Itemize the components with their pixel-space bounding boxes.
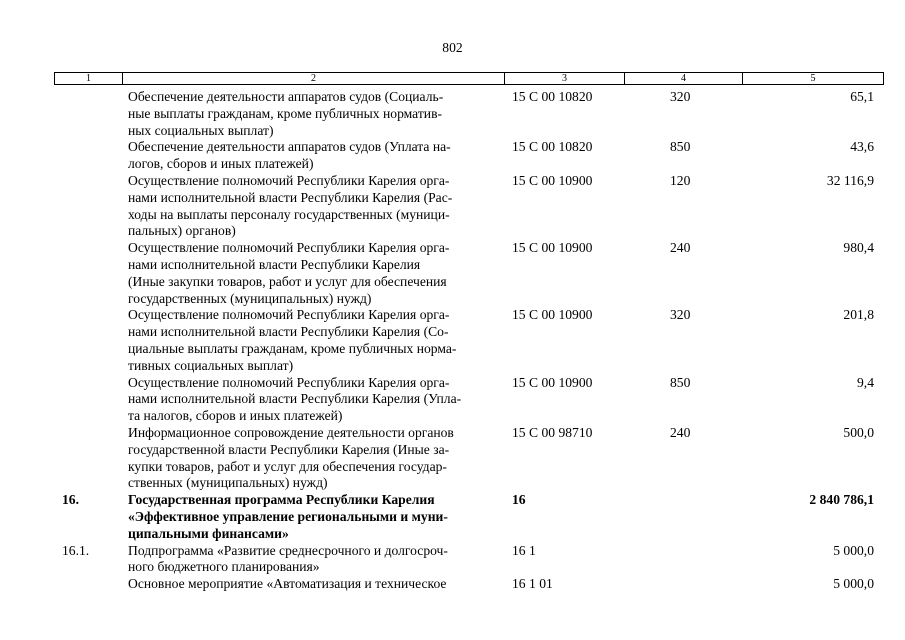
header-col-2: 2 bbox=[123, 73, 505, 84]
row-amount: 43,6 bbox=[850, 139, 874, 155]
row-description: Осуществление полномочий Республики Карелия орга- нами исполнительной власти Республики Карелия (Упла- та налогов, сборов и иных платежей) bbox=[128, 374, 462, 424]
row-type: 320 bbox=[670, 307, 691, 323]
row-number bbox=[54, 139, 128, 173]
row-description: Осуществление полномочий Республики Карелия орга- нами исполнительной власти Республики Карелия (Рас- ходы на выплаты персоналу государственных (муници- пальных) органов) bbox=[128, 172, 453, 239]
row-code: 16 bbox=[512, 492, 526, 508]
table-row bbox=[54, 576, 884, 593]
row-description: Подпрограмма «Развитие среднесрочного и долгосроч- ного бюджетного планирования» bbox=[128, 542, 448, 575]
row-code: 15 С 00 10900 bbox=[512, 172, 593, 188]
table-row bbox=[54, 307, 884, 374]
row-description: Государственная программа Республики Карелия «Эффективное управление региональными и муни- ципальными финансами» bbox=[128, 492, 448, 541]
row-type bbox=[668, 576, 758, 593]
row-description: Обеспечение деятельности аппаратов судов (Социаль- ные выплаты гражданам, кроме публичных норматив- ных социальных выплат) bbox=[128, 89, 444, 138]
row-description: Основное мероприятие «Автоматизация и техническое bbox=[128, 576, 447, 592]
row-amount: 2 840 786,1 bbox=[809, 492, 874, 508]
row-number: 16.1. bbox=[62, 542, 90, 558]
row-code: 15 С 00 10900 bbox=[512, 240, 593, 256]
header-col-4: 4 bbox=[625, 73, 743, 84]
row-amount: 201,8 bbox=[843, 307, 874, 323]
row-type: 240 bbox=[670, 240, 691, 256]
row-description: Обеспечение деятельности аппаратов судов (Уплата на- логов, сборов и иных платежей) bbox=[128, 139, 451, 172]
row-description: Осуществление полномочий Республики Карелия орга- нами исполнительной власти Республики Карелия (Со- циальные выплаты гражданам, кроме публичных норма- тивных социальных выплат) bbox=[128, 307, 457, 373]
row-number bbox=[54, 240, 128, 307]
table-row bbox=[54, 173, 884, 240]
row-amount: 980,4 bbox=[843, 240, 874, 256]
row-amount: 9,4 bbox=[857, 374, 874, 390]
table-row bbox=[54, 425, 884, 492]
table-row bbox=[54, 543, 884, 577]
header-col-5: 5 bbox=[810, 73, 816, 84]
header-col-1: 1 bbox=[55, 73, 123, 84]
row-code: 15 С 00 98710 bbox=[512, 424, 593, 440]
row-amount: 32 116,9 bbox=[826, 172, 874, 188]
row-amount: 5 000,0 bbox=[833, 542, 874, 558]
row-description: Информационное сопровождение деятельности органов государственной власти Республики Карелия (Иные за- купки товаров, работ и услуг для обеспечения государ- ственных (муниципальных) нужд) bbox=[128, 424, 454, 491]
page-number: 802 bbox=[442, 40, 463, 55]
table-row bbox=[54, 139, 884, 173]
table-row bbox=[54, 89, 884, 139]
row-type: 320 bbox=[670, 89, 691, 104]
header-col-3: 3 bbox=[505, 73, 625, 84]
row-amount: 500,0 bbox=[843, 424, 874, 440]
row-code: 15 С 00 10900 bbox=[512, 307, 593, 323]
table-row bbox=[54, 240, 884, 307]
row-code: 15 С 00 10900 bbox=[512, 374, 593, 390]
row-type: 850 bbox=[670, 374, 691, 390]
row-type: 850 bbox=[670, 139, 691, 155]
table-row bbox=[54, 492, 884, 542]
row-type: 120 bbox=[670, 172, 691, 188]
row-code: 16 1 01 bbox=[512, 576, 553, 592]
table-row bbox=[54, 375, 884, 425]
row-number bbox=[54, 425, 128, 492]
row-description: Осуществление полномочий Республики Карелия орга- нами исполнительной власти Республики Карелия (Иные закупки товаров, работ и услуг для обеспечения государственных (муниципальных) нужд) bbox=[128, 240, 450, 306]
row-number bbox=[54, 173, 128, 240]
row-type bbox=[668, 543, 758, 577]
row-code: 15 С 00 10820 bbox=[512, 139, 593, 155]
row-number: 16. bbox=[62, 492, 79, 508]
table-header bbox=[54, 72, 884, 85]
row-number bbox=[54, 576, 128, 593]
row-code: 16 1 bbox=[512, 542, 536, 558]
row-number bbox=[54, 375, 128, 425]
row-number bbox=[54, 89, 128, 139]
row-amount: 65,1 bbox=[850, 89, 874, 104]
row-type bbox=[668, 492, 758, 542]
row-number bbox=[54, 307, 128, 374]
row-type: 240 bbox=[670, 424, 691, 440]
row-amount: 5 000,0 bbox=[833, 576, 874, 592]
row-code: 15 С 00 10820 bbox=[512, 89, 593, 104]
table-body bbox=[54, 89, 884, 593]
